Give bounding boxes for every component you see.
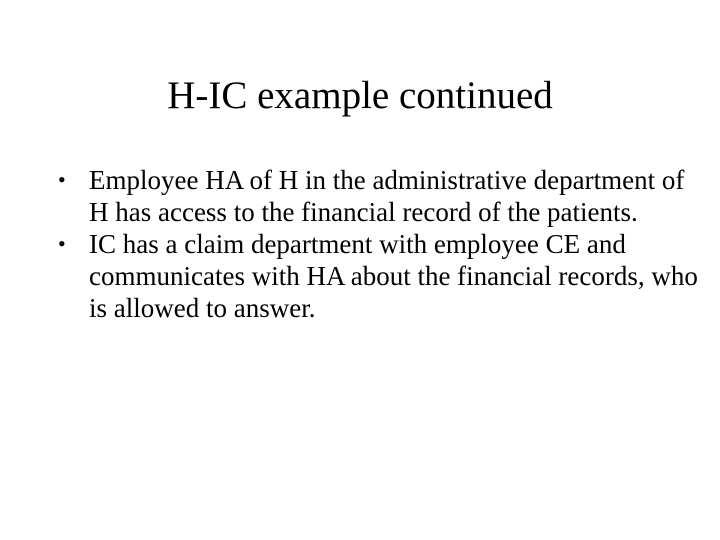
bullet-text: Employee HA of H in the administrative department of H has access to the financial record of the patients. bbox=[89, 165, 685, 227]
bullet-list bbox=[58, 164, 698, 324]
bullet-item bbox=[58, 228, 698, 324]
slide-title: H-IC example continued bbox=[167, 74, 553, 117]
bullet-text: IC has a claim department with employee CE and communicates with HA about the financial records, who is allowed to answer. bbox=[89, 229, 698, 323]
bullet-item bbox=[58, 164, 698, 228]
bullet-icon: • bbox=[58, 167, 66, 192]
bullet-icon: • bbox=[58, 231, 66, 256]
